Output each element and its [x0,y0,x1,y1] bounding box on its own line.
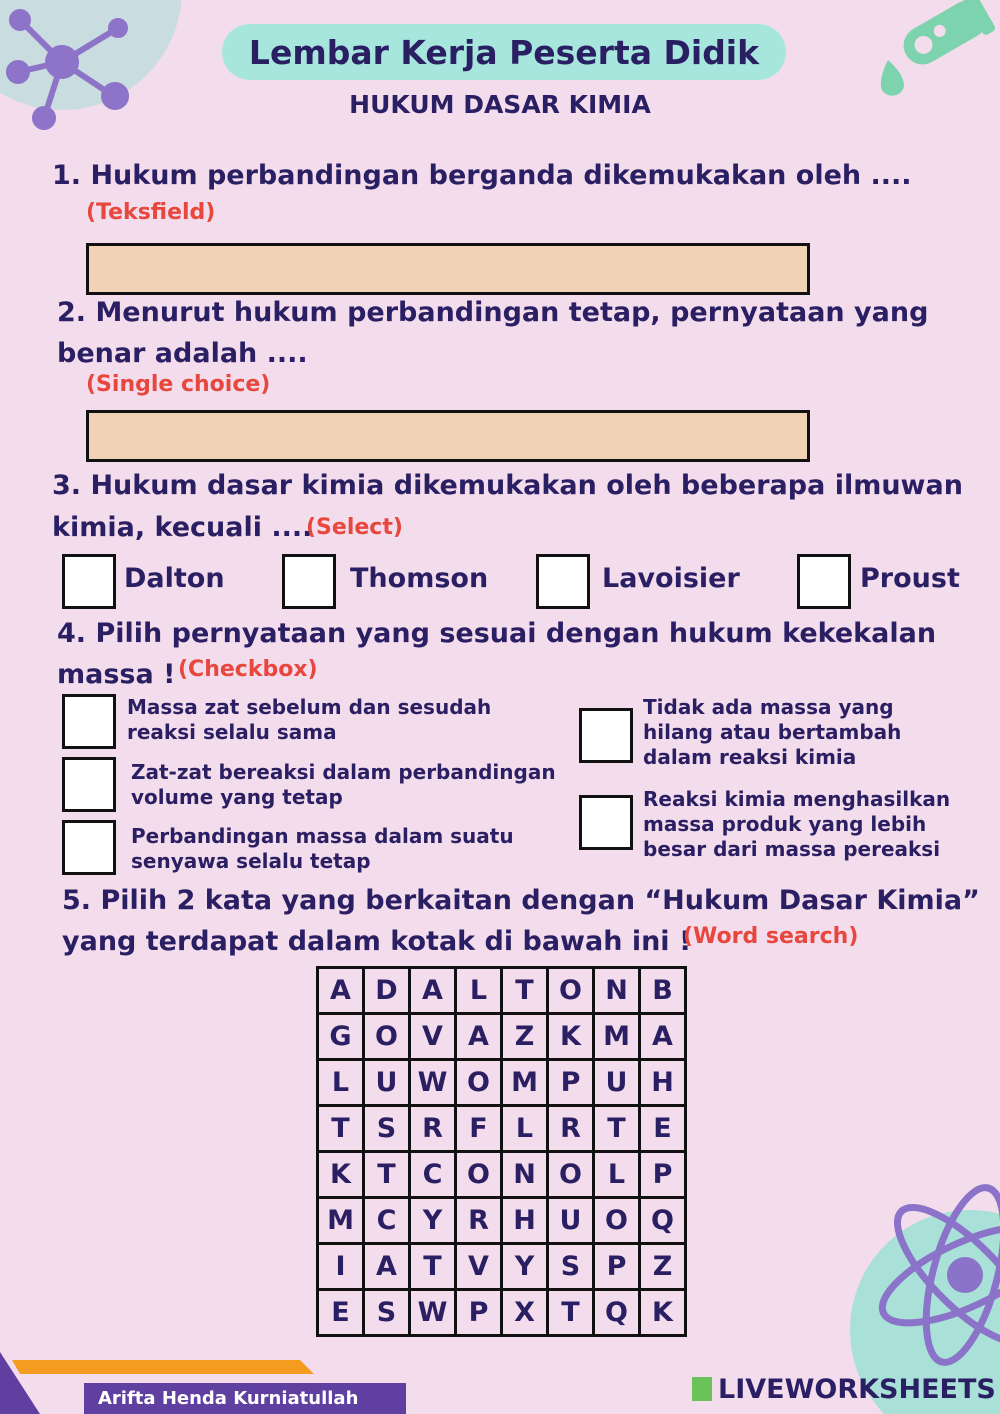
word-search-cell[interactable]: Q [595,1291,641,1337]
question-1-text: 1. Hukum perbandingan berganda dikemukakan oleh .... [52,160,912,191]
statement-4-line-1: Tidak ada massa yang [643,695,894,719]
statement-5-line-1: Reaksi kimia menghasilkan [643,787,951,811]
word-search-cell[interactable]: O [365,1015,411,1061]
worksheet-title: Lembar Kerja Peserta Didik [222,24,786,80]
word-search-cell[interactable]: T [365,1153,411,1199]
word-search-cell[interactable]: T [549,1291,595,1337]
statement-2-label [131,760,556,810]
word-search-cell[interactable]: H [503,1199,549,1245]
statement-4-line-3: dalam reaksi kimia [643,745,857,769]
word-search-cell[interactable]: S [365,1107,411,1153]
option-dalton-label: Dalton [124,563,225,594]
word-search-cell[interactable]: Y [411,1199,457,1245]
option-lavoisier-label: Lavoisier [602,563,740,594]
word-search-cell[interactable]: R [549,1107,595,1153]
option-dalton-checkbox[interactable] [62,554,116,609]
statement-1-line-1: Massa zat sebelum dan sesudah [127,695,492,719]
word-search-cell[interactable]: L [457,969,503,1015]
word-search-grid [316,966,687,1337]
word-search-cell[interactable]: A [411,969,457,1015]
statement-5-line-2: massa produk yang lebih [643,812,927,836]
question-4-text-line-2: massa ! [57,659,176,690]
word-search-cell[interactable]: E [319,1291,365,1337]
word-search-cell[interactable]: N [595,969,641,1015]
word-search-cell[interactable]: E [641,1107,687,1153]
question-2-type: (Single choice) [86,372,271,397]
word-search-cell[interactable]: U [549,1199,595,1245]
statement-5-checkbox[interactable] [579,795,633,850]
word-search-cell[interactable]: K [319,1153,365,1199]
liveworksheets-logo-icon [692,1377,712,1401]
word-search-cell[interactable]: T [411,1245,457,1291]
word-search-cell[interactable]: C [411,1153,457,1199]
word-search-cell[interactable]: T [595,1107,641,1153]
word-search-cell[interactable]: A [641,1015,687,1061]
question-5-type: (Word search) [683,924,859,949]
word-search-cell[interactable]: P [595,1245,641,1291]
word-search-cell[interactable]: Q [641,1199,687,1245]
word-search-cell[interactable]: T [503,969,549,1015]
word-search-cell[interactable]: Z [503,1015,549,1061]
word-search-cell[interactable]: Y [503,1245,549,1291]
option-proust-checkbox[interactable] [797,554,851,609]
word-search-cell[interactable]: O [457,1061,503,1107]
word-search-cell[interactable]: A [319,969,365,1015]
molecule-decoration [0,0,200,140]
word-search-cell[interactable]: M [503,1061,549,1107]
word-search-cell[interactable]: K [549,1015,595,1061]
question-2-text-line-1: 2. Menurut hukum perbandingan tetap, pernyataan yang [57,297,929,328]
option-proust-label: Proust [860,563,960,594]
question-5-text-line-2: yang terdapat dalam kotak di bawah ini ! [62,926,692,957]
word-search-cell[interactable]: N [503,1153,549,1199]
word-search-cell[interactable]: X [503,1291,549,1337]
liveworksheets-brand: LIVEWORKSHEETS [718,1374,996,1405]
word-search-cell[interactable]: A [365,1245,411,1291]
word-search-cell[interactable]: A [457,1015,503,1061]
question-4-type: (Checkbox) [178,657,318,682]
statement-5-line-3: besar dari massa pereaksi [643,837,941,861]
option-thomson-checkbox[interactable] [282,554,336,609]
word-search-cell[interactable]: M [319,1199,365,1245]
statement-3-checkbox[interactable] [62,820,116,875]
word-search-cell[interactable]: B [641,969,687,1015]
statement-2-line-1: Zat-zat bereaksi dalam perbandingan [131,760,556,784]
question-4-text-line-1: 4. Pilih pernyataan yang sesuai dengan hukum kekekalan [57,618,937,649]
statement-1-label [127,695,491,745]
statement-2-checkbox[interactable] [62,757,116,812]
statement-1-line-2: reaksi selalu sama [127,720,337,744]
word-search-cell[interactable]: R [457,1199,503,1245]
word-search-cell[interactable]: W [411,1061,457,1107]
word-search-cell[interactable]: L [595,1153,641,1199]
word-search-cell[interactable]: R [411,1107,457,1153]
statement-2-line-2: volume yang tetap [131,785,343,809]
word-search-cell[interactable]: I [319,1245,365,1291]
question-5-text-line-1: 5. Pilih 2 kata yang berkaitan dengan “Hukum Dasar Kimia” [62,885,980,916]
question-2-answer-select[interactable] [86,410,810,462]
word-search-cell[interactable]: S [549,1245,595,1291]
word-search-cell[interactable]: G [319,1015,365,1061]
word-search-cell[interactable]: P [641,1153,687,1199]
statement-4-line-2: hilang atau bertambah [643,720,902,744]
word-search-cell[interactable]: O [549,969,595,1015]
word-search-cell[interactable]: H [641,1061,687,1107]
statement-3-line-2: senyawa selalu tetap [131,849,371,873]
word-search-cell[interactable]: V [457,1245,503,1291]
statement-3-line-1: Perbandingan massa dalam suatu [131,824,514,848]
word-search-cell[interactable]: V [411,1015,457,1061]
word-search-cell[interactable]: O [595,1199,641,1245]
question-1-type: (Teksfield) [86,200,216,225]
author-name: Arifta Henda Kurniatullah [84,1383,406,1414]
worksheet-subtitle: HUKUM DASAR KIMIA [349,90,651,119]
option-thomson-label: Thomson [350,563,489,594]
word-search-cell[interactable]: O [549,1153,595,1199]
word-search-cell[interactable]: Z [641,1245,687,1291]
statement-1-checkbox[interactable] [62,694,116,749]
word-search-cell[interactable]: K [641,1291,687,1337]
question-1-answer-field[interactable] [86,243,810,295]
statement-4-label [643,695,901,770]
question-2-text-line-2: benar adalah .... [57,338,308,369]
word-search-cell[interactable]: P [457,1291,503,1337]
question-3-type: (Select) [306,515,403,540]
word-search-cell[interactable]: U [365,1061,411,1107]
word-search-cell[interactable]: O [457,1153,503,1199]
question-3-text-line-1: 3. Hukum dasar kimia dikemukakan oleh beberapa ilmuwan [52,470,963,501]
option-lavoisier-checkbox[interactable] [536,554,590,609]
word-search-cell[interactable]: P [549,1061,595,1107]
word-search-cell[interactable]: F [457,1107,503,1153]
statement-5-label [643,787,950,862]
word-search-cell[interactable]: W [411,1291,457,1337]
word-search-cell[interactable]: L [319,1061,365,1107]
statement-4-checkbox[interactable] [579,708,633,763]
word-search-cell[interactable]: L [503,1107,549,1153]
statement-3-label [131,824,514,874]
question-3-text-line-2: kimia, kecuali .... [52,512,313,543]
word-search-cell[interactable]: S [365,1291,411,1337]
word-search-cell[interactable]: D [365,969,411,1015]
word-search-cell[interactable]: M [595,1015,641,1061]
word-search-cell[interactable]: U [595,1061,641,1107]
word-search-cell[interactable]: T [319,1107,365,1153]
word-search-cell[interactable]: C [365,1199,411,1245]
